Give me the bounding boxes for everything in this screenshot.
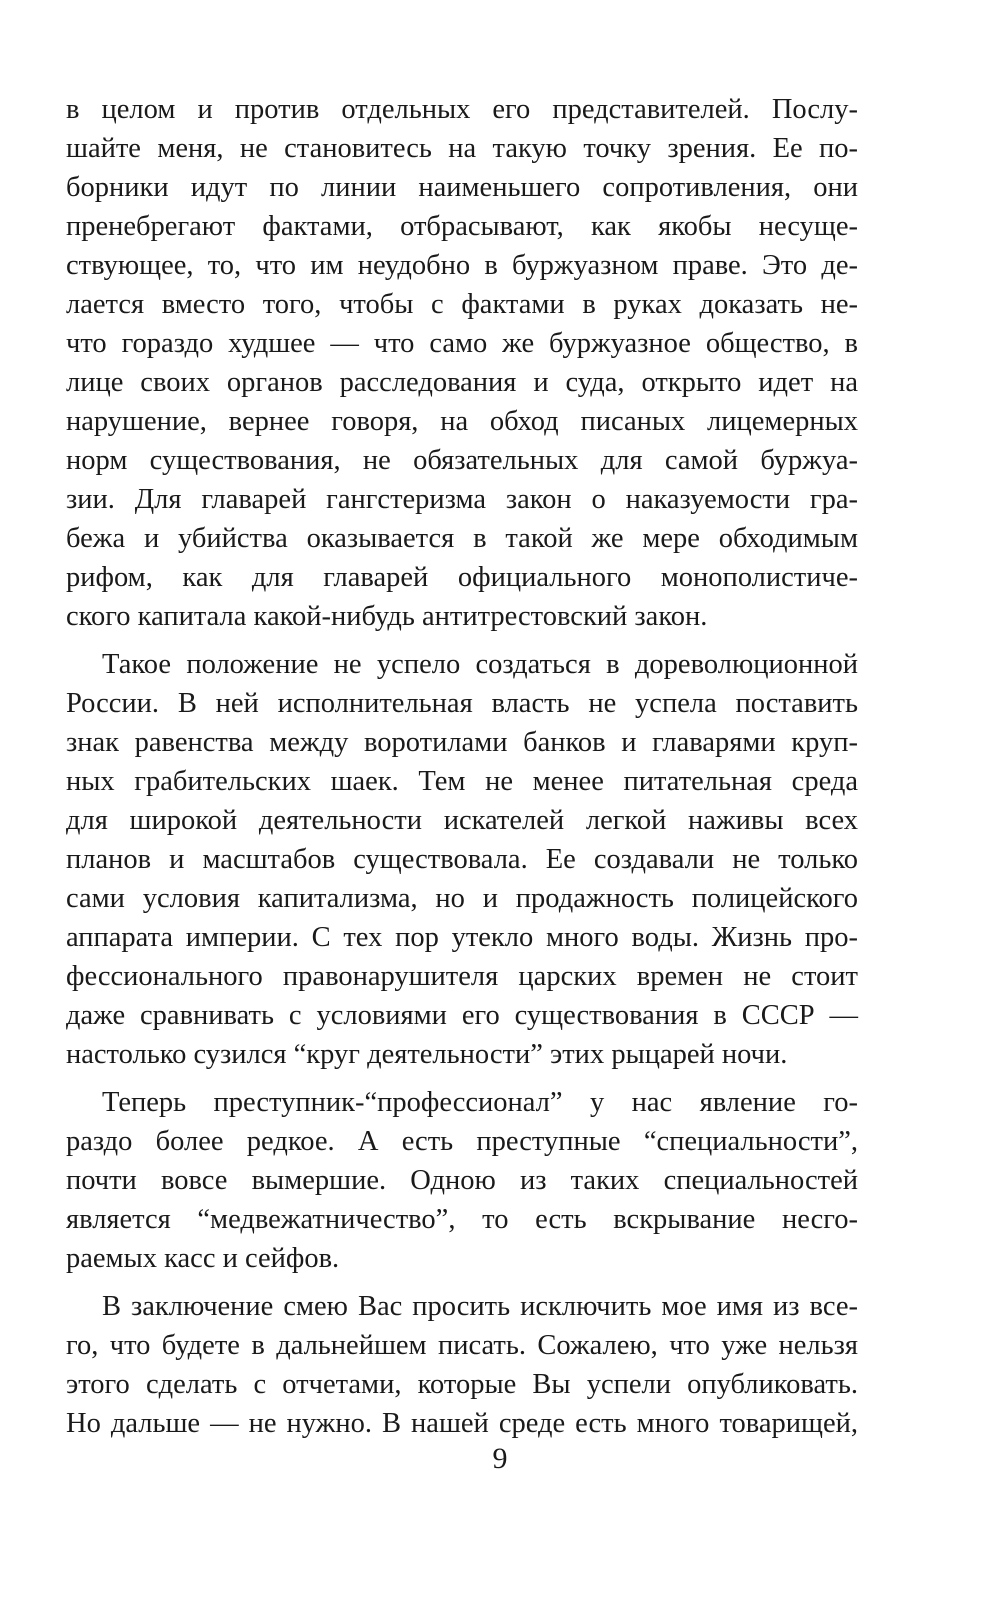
text-line: что гораздо худшее — что само же буржуазное общество, в bbox=[66, 328, 858, 359]
text-line: аппарата империи. С тех пор утекло много воды. Жизнь про- bbox=[66, 922, 858, 953]
text-line: России. В ней исполнительная власть не успела поставить bbox=[66, 688, 858, 719]
text-line: этого сделать с отчетами, которые Вы успели опубликовать. bbox=[66, 1369, 858, 1400]
text-line: является “медвежатничество”, то есть вскрывание несго- bbox=[66, 1204, 858, 1235]
page-number: 9 bbox=[492, 1442, 508, 1475]
text-line: пренебрегают фактами, отбрасывают, как якобы несуще- bbox=[66, 211, 858, 242]
text-line: зии. Для главарей гангстеризма закон о наказуемости гра- bbox=[66, 484, 858, 515]
text-line: Такое положение не успело создаться в дореволюционной bbox=[102, 649, 858, 680]
text-line: планов и масштабов существовала. Ее создавали не только bbox=[66, 844, 858, 875]
text-line: рифом, как для главарей официального монополистиче- bbox=[66, 562, 858, 593]
text-line: ных грабительских шаек. Тем не менее питательная среда bbox=[66, 766, 858, 797]
text-line: даже сравнивать с условиями его существования в СССР — bbox=[66, 1000, 858, 1031]
paragraph-2 bbox=[66, 645, 858, 1074]
text-line: В заключение смею Вас просить исключить мое имя из все- bbox=[102, 1291, 858, 1322]
text-line: Теперь преступник-“профессионал” у нас явление го- bbox=[102, 1087, 858, 1118]
text-line: раздо более редкое. А есть преступные “специальности”, bbox=[66, 1126, 858, 1157]
text-line: Но дальше — не нужно. В нашей среде есть много товарищей, bbox=[66, 1408, 858, 1439]
paragraph-4 bbox=[66, 1287, 858, 1443]
text-line: сами условия капитализма, но и продажность полицейского bbox=[66, 883, 858, 914]
text-line: ствующее, то, что им неудобно в буржуазном праве. Это де- bbox=[66, 250, 858, 281]
page-body bbox=[66, 90, 858, 1452]
text-line: знак равенства между воротилами банков и главарями круп- bbox=[66, 727, 858, 758]
text-line: борники идут по линии наименьшего сопротивления, они bbox=[66, 172, 858, 203]
text-line: для широкой деятельности искателей легкой наживы всех bbox=[66, 805, 858, 836]
text-line: ского капитала какой-нибудь антитрестовский закон. bbox=[66, 601, 708, 632]
text-line: норм существования, не обязательных для самой буржуа- bbox=[66, 445, 858, 476]
text-line: лице своих органов расследования и суда, открыто идет на bbox=[66, 367, 858, 398]
text-line: фессионального правонарушителя царских времен не стоит bbox=[66, 961, 858, 992]
text-line: в целом и против отдельных его представителей. Послу- bbox=[66, 94, 858, 125]
text-line: нарушение, вернее говоря, на обход писаных лицемерных bbox=[66, 406, 858, 437]
text-line: раемых касс и сейфов. bbox=[66, 1243, 340, 1274]
paragraph-1 bbox=[66, 90, 858, 636]
text-line: почти вовсе вымершие. Одною из таких специальностей bbox=[66, 1165, 858, 1196]
text-line: настолько сузился “круг деятельности” этих рыцарей ночи. bbox=[66, 1039, 788, 1070]
text-line: го, что будете в дальнейшем писать. Сожалею, что уже нельзя bbox=[66, 1330, 858, 1361]
text-line: шайте меня, не становитесь на такую точку зрения. Ее по- bbox=[66, 133, 858, 164]
text-line: бежа и убийства оказывается в такой же мере обходимым bbox=[66, 523, 858, 554]
paragraph-3 bbox=[66, 1083, 858, 1278]
text-line: лается вместо того, чтобы с фактами в руках доказать не- bbox=[66, 289, 858, 320]
